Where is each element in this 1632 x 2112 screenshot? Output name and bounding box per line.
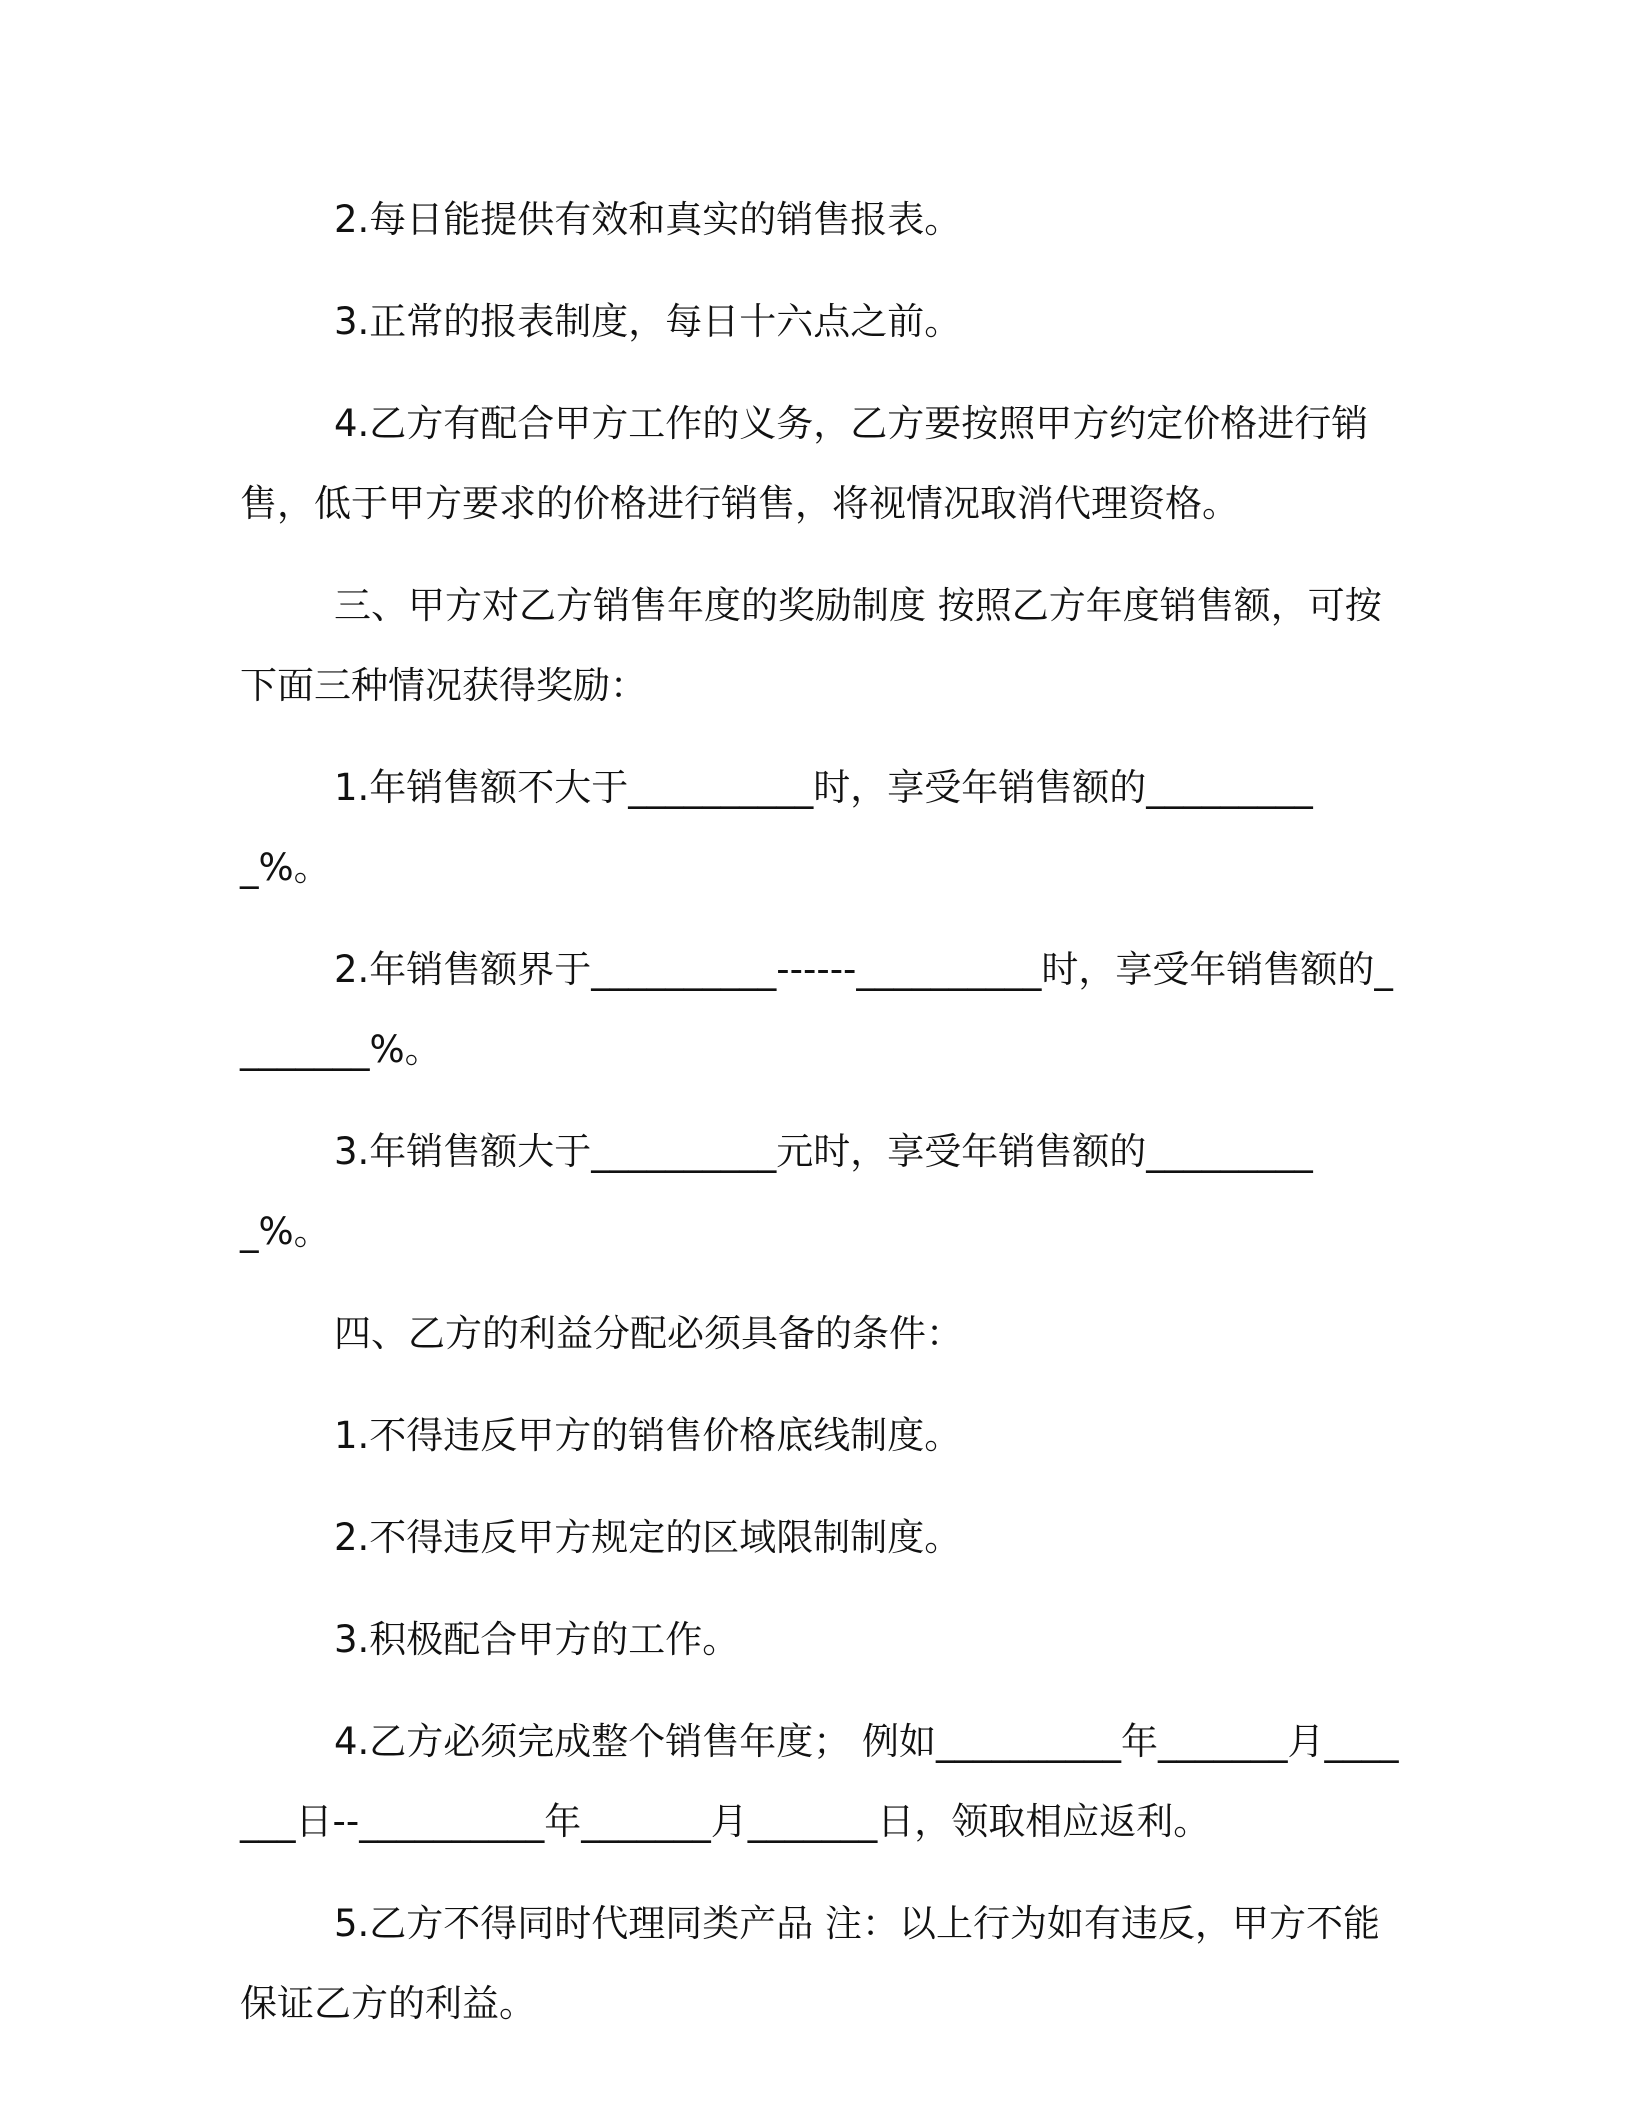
paragraph-pricing-obligation: 4.乙方有配合甲方工作的义务，乙方要按照甲方约定价格进行销售，低于甲方要求的价格进行销售，将视情况取消代理资格。 [240,402,1369,525]
paragraph-condition-price-floor: 1.不得违反甲方的销售价格底线制度。 [334,1414,962,1457]
paragraph-condition-full-year: 4.乙方必须完成整个销售年度； 例如__________年_______月_______日--__________年_______月_______日，领取相应返利。 [240,1720,1399,1843]
paragraph-report-schedule: 3.正常的报表制度，每日十六点之前。 [334,300,962,343]
paragraph-condition-exclusive: 5.乙方不得同时代理同类产品 注：以上行为如有违反，甲方不能保证乙方的利益。 [240,1902,1381,2025]
section-heading-annual-reward: 三、甲方对乙方销售年度的奖励制度 按照乙方年度销售额，可按下面三种情况获得奖励： [240,584,1382,707]
paragraph-daily-sales-report: 2.每日能提供有效和真实的销售报表。 [334,198,962,241]
paragraph-reward-tier-1: 1.年销售额不大于__________时，享受年销售额的__________%。 [240,766,1313,889]
paragraph-reward-tier-2: 2.年销售额界于__________------__________时，享受年销售额的________%。 [240,948,1393,1071]
document-body [240,180,1400,2066]
paragraph-condition-cooperate: 3.积极配合甲方的工作。 [334,1618,740,1661]
paragraph-reward-tier-3: 3.年销售额大于__________元时，享受年销售额的__________%。 [240,1130,1313,1253]
section-heading-profit-conditions: 四、乙方的利益分配必须具备的条件： [334,1312,963,1355]
paragraph-condition-region-limit: 2.不得违反甲方规定的区域限制制度。 [334,1516,962,1559]
